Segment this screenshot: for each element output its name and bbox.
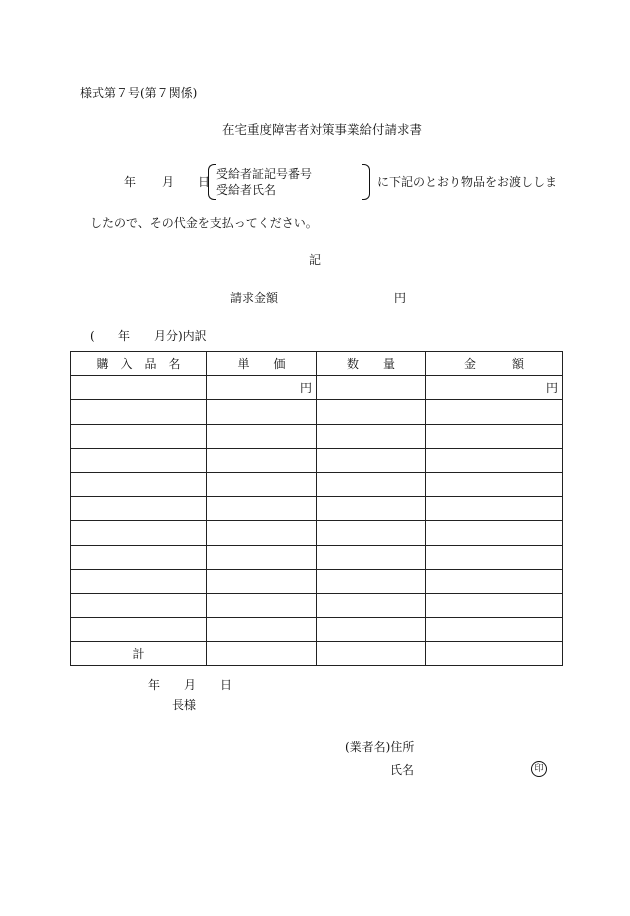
cell-amount[interactable] [426,448,563,472]
table-row [71,497,563,521]
ki-heading: 記 [309,253,322,267]
form-number: 様式第７号(第７関係) [80,86,198,100]
cell-item-name[interactable] [71,400,207,424]
table-row [71,376,563,400]
seal-mark: 印 [531,761,547,777]
cell-unit-price[interactable] [207,424,317,448]
cell-amount[interactable] [426,472,563,496]
cell-quantity[interactable] [317,424,426,448]
cell-quantity[interactable] [317,497,426,521]
intro-day: 日 [198,175,211,189]
cell-amount[interactable] [426,400,563,424]
vendor-name-label: 氏名 [390,763,415,777]
table-row [71,618,563,642]
cell-amount[interactable] [426,569,563,593]
footer-addressee: 長様 [172,698,197,712]
cell-unit-price[interactable] [207,593,317,617]
cell-item-name[interactable] [71,376,207,400]
intro-text-line1: に下記のとおり物品をお渡ししま [377,175,558,189]
cell-quantity[interactable] [317,593,426,617]
cell-unit-price[interactable] [207,448,317,472]
breakdown-year: 年 [118,329,131,343]
total-unit-price[interactable] [207,642,317,666]
recipient-id-label: 受給者証記号番号 [216,167,313,181]
cell-unit-price[interactable] [207,400,317,424]
table-total-row [71,642,563,666]
intro-text-line2: したので、その代金を支払ってください。 [90,216,318,230]
cell-amount[interactable]: 円 [426,376,563,400]
intro-month: 月 [162,175,175,189]
cell-item-name[interactable] [71,618,207,642]
left-brace [208,164,216,200]
table-row [71,593,563,617]
cell-item-name[interactable] [71,448,207,472]
cell-item-name[interactable] [71,521,207,545]
cell-amount[interactable] [426,545,563,569]
table-row [71,472,563,496]
total-label: 計 [71,642,207,666]
footer-month: 月 [184,678,197,692]
cell-unit-price[interactable]: 円 [207,376,317,400]
header-amount: 金 額 [426,352,563,376]
table-header-row [71,352,563,376]
cell-item-name[interactable] [71,497,207,521]
cell-quantity[interactable] [317,448,426,472]
cell-quantity[interactable] [317,376,426,400]
cell-amount[interactable] [426,497,563,521]
footer-day: 日 [220,678,233,692]
header-item-name: 購 入 品 名 [71,352,207,376]
cell-item-name[interactable] [71,472,207,496]
cell-quantity[interactable] [317,569,426,593]
billing-amount-label: 請求金額 [230,291,279,305]
table-row [71,569,563,593]
cell-amount[interactable] [426,521,563,545]
cell-unit-price[interactable] [207,569,317,593]
right-brace [362,164,370,200]
table-row [71,424,563,448]
cell-item-name[interactable] [71,545,207,569]
cell-quantity[interactable] [317,400,426,424]
cell-quantity[interactable] [317,472,426,496]
cell-quantity[interactable] [317,521,426,545]
footer-year: 年 [148,678,161,692]
cell-item-name[interactable] [71,593,207,617]
cell-quantity[interactable] [317,545,426,569]
table-row [71,545,563,569]
cell-item-name[interactable] [71,569,207,593]
recipient-name-label: 受給者氏名 [216,183,277,197]
billing-amount-unit: 円 [394,291,407,305]
cell-unit-price[interactable] [207,545,317,569]
cell-unit-price[interactable] [207,521,317,545]
table-row [71,521,563,545]
cell-unit-price[interactable] [207,618,317,642]
total-amount[interactable] [426,642,563,666]
intro-year: 年 [124,175,137,189]
cell-unit-price[interactable] [207,472,317,496]
cell-unit-price[interactable] [207,497,317,521]
cell-amount[interactable] [426,593,563,617]
cell-item-name[interactable] [71,424,207,448]
table-row [71,400,563,424]
cell-quantity[interactable] [317,618,426,642]
cell-amount[interactable] [426,424,563,448]
vendor-address-label: (業者名)住所 [345,740,415,754]
total-quantity[interactable] [317,642,426,666]
header-quantity: 数 量 [317,352,426,376]
table-row [71,448,563,472]
detail-table [70,351,563,666]
cell-amount[interactable] [426,618,563,642]
breakdown-open-paren: ( [90,329,95,343]
form-title: 在宅重度障害者対策事業給付請求書 [222,122,423,137]
breakdown-month-suffix: 月分)内訳 [154,329,207,343]
header-unit-price: 単 価 [207,352,317,376]
